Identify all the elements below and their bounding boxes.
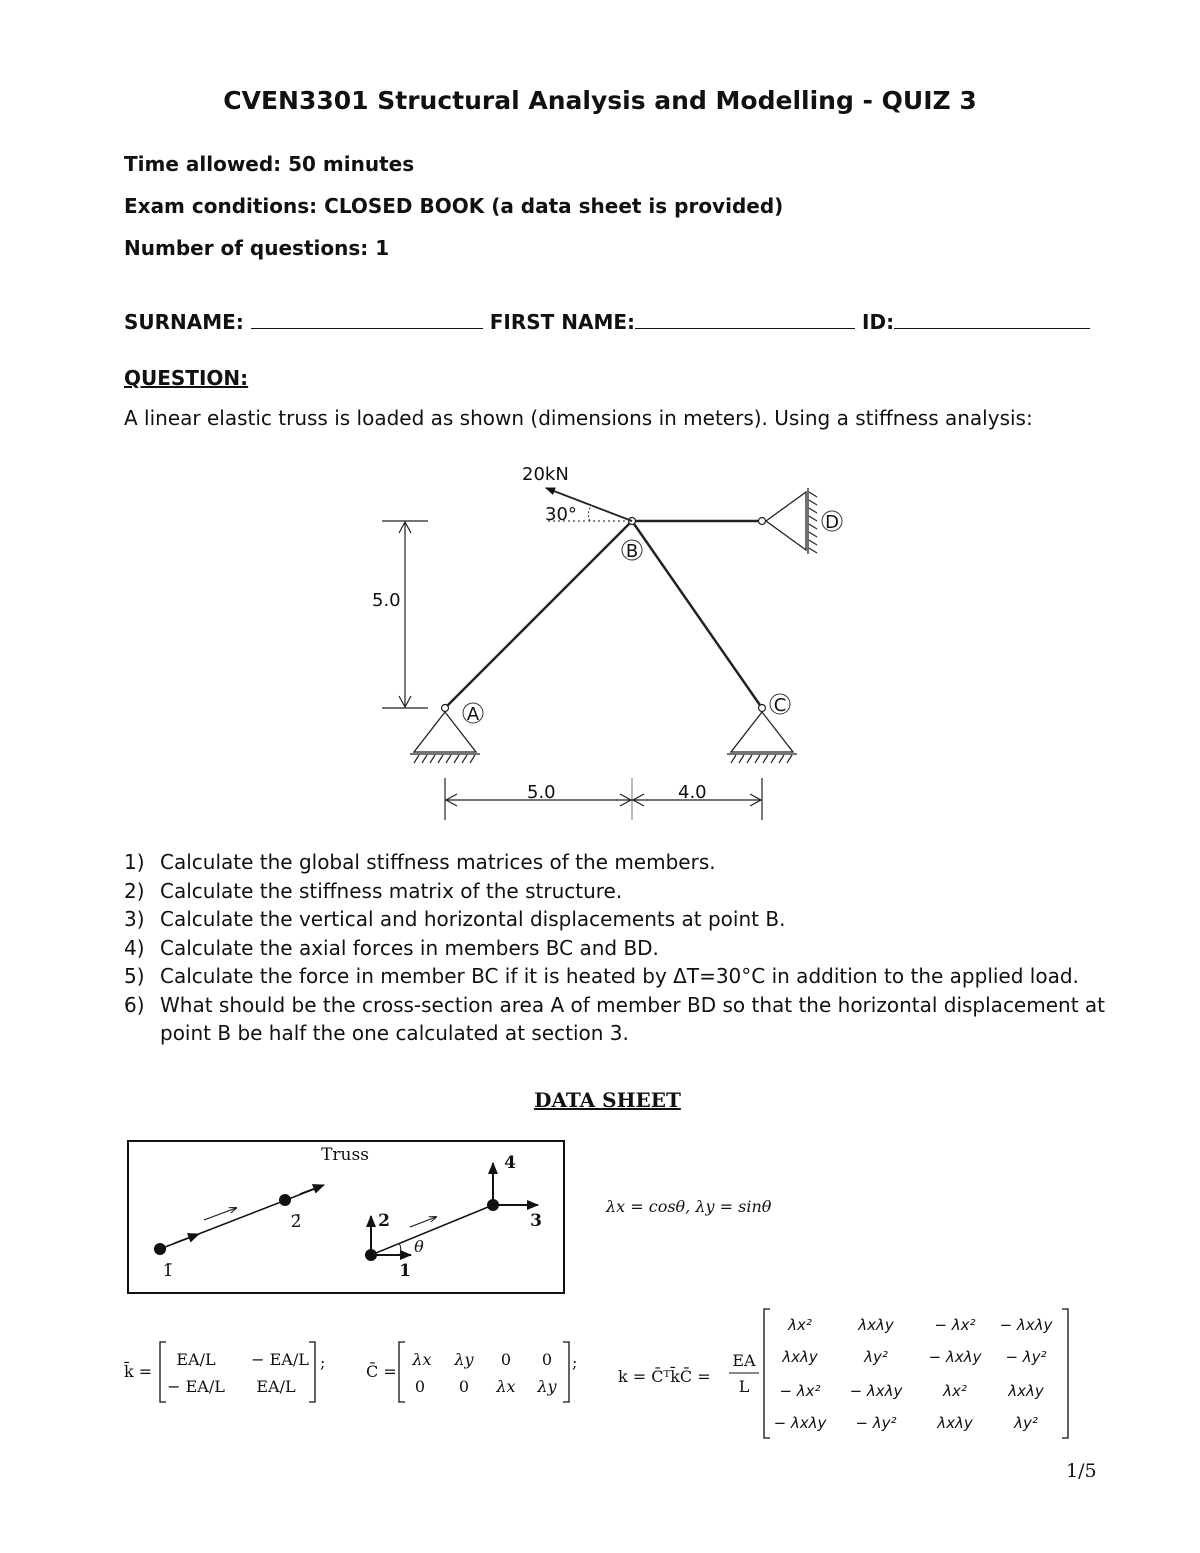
kbar-bracket-right [309, 1342, 315, 1402]
width-dimensions [445, 778, 762, 820]
task-list [124, 848, 1124, 1048]
height-dimension [382, 521, 428, 708]
height-dimension-label: 5.0 [372, 590, 401, 611]
theta-arc [399, 1243, 401, 1255]
k-cell: − λxλy [849, 1382, 903, 1400]
kbar-label: k̄ = [124, 1362, 153, 1381]
load-label: 20kN [522, 464, 569, 485]
surname-label: SURNAME: [124, 310, 244, 334]
local-force-arrow-1 [175, 1234, 199, 1243]
time-allowed-line: Time allowed: 50 minutes [124, 152, 415, 176]
local-dof-1: 1̄ [162, 1261, 174, 1281]
k-cell: λxλy [858, 1316, 894, 1334]
list-item: 5) Calculate the force in member BC if it is heated by ΔT=30°C in addition to the applied load. [124, 964, 1079, 988]
k-cell: λxλy [1008, 1382, 1044, 1400]
dof-3-label: 3 [530, 1211, 542, 1231]
k-cell: λxλy [782, 1348, 818, 1366]
id-label: ID: [862, 310, 895, 334]
page-number: 1/5 [1066, 1460, 1097, 1482]
time-allowed-value: 50 minutes [288, 152, 415, 176]
k-cell: − λx² [934, 1316, 976, 1334]
page-title: CVEN3301 Structural Analysis and Modelling - QUIZ 3 [223, 86, 977, 115]
joint-a [442, 705, 449, 712]
local-force-arrow-2 [300, 1185, 324, 1194]
k-cell: λx² [943, 1382, 967, 1400]
k-label: k = C̄ᵀk̄C̄ = [618, 1367, 711, 1386]
pin-support-d [766, 488, 817, 554]
node-label-a [463, 703, 483, 725]
local-axis-arrow [204, 1208, 236, 1220]
member-bc [632, 521, 762, 708]
joint-c [759, 705, 766, 712]
svg-text:A: A [466, 704, 480, 725]
list-item: 4) Calculate the axial forces in members BC and BD. [124, 935, 659, 960]
cbar-cell: 0 [414, 1377, 426, 1396]
exam-conditions-label: Exam conditions [124, 194, 310, 218]
dof-1-label: 1 [399, 1261, 411, 1281]
local-node-2 [279, 1194, 291, 1206]
node-label-d [822, 511, 842, 533]
width-dimension-left-label: 5.0 [527, 782, 556, 803]
k-factor-denominator: L [738, 1377, 750, 1396]
cbar-separator: ; [572, 1353, 578, 1372]
first-name-label: FIRST NAME: [489, 310, 636, 334]
load-angle-arc [588, 505, 592, 521]
dof-4-label: 4 [504, 1153, 516, 1173]
number-of-questions-value: 1 [375, 236, 390, 260]
k-cell: λy² [1014, 1414, 1038, 1432]
svg-text:C: C [773, 695, 787, 716]
k-cell: − λx² [779, 1382, 821, 1400]
cbar-cell: 0 [500, 1350, 512, 1369]
load-angle-label: 30° [545, 504, 577, 525]
global-axis-arrow [410, 1217, 436, 1227]
cbar-bracket-right [563, 1342, 569, 1402]
k-factor-numerator: EA [732, 1351, 756, 1370]
list-item: 2) Calculate the stiffness matrix of the structure. [124, 878, 623, 903]
exam-conditions-line: Exam conditions: CLOSED BOOK (a data sheet is provided) [124, 194, 784, 218]
k-cell: − λy² [855, 1414, 897, 1432]
cbar-cell: 0 [541, 1350, 553, 1369]
joint-d [759, 518, 766, 525]
pin-support-c [727, 712, 797, 763]
exam-conditions-value: CLOSED BOOK (a data sheet is provided) [324, 194, 784, 218]
width-dimension-right-label: 4.0 [678, 782, 707, 803]
cbar-cell: λx [496, 1377, 516, 1396]
member-ab [445, 521, 632, 708]
node-label-b [622, 540, 642, 562]
number-of-questions-line: Number of questions: 1 [124, 236, 390, 260]
kbar-cell: − EA/L [167, 1377, 225, 1396]
number-of-questions-label: Number of questions [124, 236, 361, 260]
k-cell: − λy² [1005, 1348, 1047, 1366]
kbar-bracket-left [160, 1342, 166, 1402]
cbar-cell: λy [454, 1350, 474, 1369]
theta-label: θ [414, 1237, 424, 1256]
kbar-cell: EA/L [176, 1350, 216, 1369]
k-cell: − λxλy [928, 1348, 982, 1366]
list-item: 1) Calculate the global stiffness matrices of the members. [124, 850, 716, 874]
local-node-1 [154, 1243, 166, 1255]
k-cell: − λxλy [999, 1316, 1053, 1334]
question-intro: A linear elastic truss is loaded as shown (dimensions in meters). Using a stiffness analysis: [124, 406, 1033, 430]
k-cell: λy² [864, 1348, 888, 1366]
kbar-cell: − EA/L [251, 1350, 309, 1369]
lambda-definition: λx = cosθ, λy = sinθ [606, 1197, 772, 1216]
time-allowed-label: Time allowed [124, 152, 274, 176]
k-cell: λx² [788, 1316, 812, 1334]
cbar-bracket-left [399, 1342, 405, 1402]
cbar-cell: 0 [458, 1377, 470, 1396]
cbar-cell: λx [412, 1350, 432, 1369]
k-bracket-left [764, 1309, 770, 1438]
k-cell: − λxλy [773, 1414, 827, 1432]
svg-text:D: D [825, 512, 839, 533]
list-item: 3) Calculate the vertical and horizontal displacements at point B. [124, 907, 786, 931]
kbar-cell: EA/L [256, 1377, 296, 1396]
k-cell: λxλy [937, 1414, 973, 1432]
cbar-cell: λy [537, 1377, 557, 1396]
kbar-separator: ; [320, 1353, 326, 1372]
truss-box-title: Truss [321, 1145, 369, 1165]
local-dof-2: 2̄ [290, 1212, 302, 1232]
question-heading: QUESTION: [124, 366, 249, 390]
k-bracket-right [1062, 1309, 1068, 1438]
svg-text:B: B [625, 541, 639, 562]
cbar-label: C̄ = [366, 1362, 397, 1381]
dof-2-label: 2 [378, 1211, 390, 1231]
data-sheet-figure [0, 1130, 1200, 1460]
node-label-c [770, 694, 790, 716]
data-sheet-heading: DATA SHEET [534, 1088, 681, 1112]
list-item: 6) What should be the cross-section area A of member BD so that the horizontal displacement at point B be half the one calculated at section 3. [124, 992, 1105, 1045]
